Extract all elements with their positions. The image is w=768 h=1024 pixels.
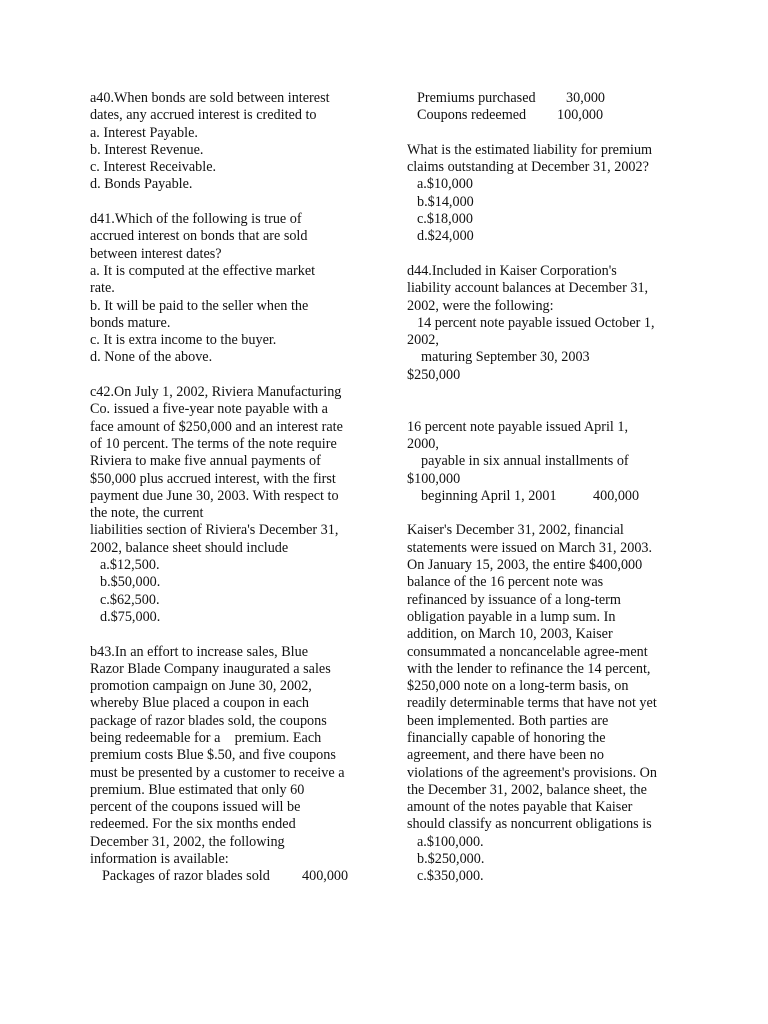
q43-table-row-coupons xyxy=(407,107,697,124)
q43-coupons-value: 100,000 xyxy=(557,107,604,124)
q44-body-11: readily determinable terms that have not yet xyxy=(407,695,657,712)
q41-stem-1: d41.Which of the following is true of xyxy=(90,211,302,228)
q43-stem-4: whereby Blue placed a coupon in each xyxy=(90,695,310,712)
q43-table-row-packages xyxy=(90,868,380,885)
q42-option-a: a.$12,500. xyxy=(100,557,160,574)
q43-stem-1: b43.In an effort to increase sales, Blue xyxy=(90,643,308,660)
q44-note2-beginning-value: 400,000 xyxy=(593,487,640,504)
q44-body-8: consummated a noncancelable agree-ment xyxy=(407,643,648,660)
q44-intro-3: 2002, were the following: xyxy=(407,297,554,314)
q41-option-c: c. It is extra income to the buyer. xyxy=(90,332,277,349)
q42-stem-8: the note, the current xyxy=(90,505,204,522)
q41-stem-3: between interest dates? xyxy=(90,245,222,262)
q43-stem-10: percent of the coupons issued will be xyxy=(90,799,301,816)
q43-packages-value: 400,000 xyxy=(302,868,349,885)
q44-note1-amount: $250,000 xyxy=(407,366,461,383)
q40-option-a: a. Interest Payable. xyxy=(90,124,198,141)
question-41 xyxy=(90,211,380,367)
q43-option-a: a.$10,000 xyxy=(417,176,473,193)
q44-body-16: the December 31, 2002, balance sheet, the xyxy=(407,781,647,798)
q43-premiums-label: Premiums purchased xyxy=(417,90,536,106)
q40-option-d: d. Bonds Payable. xyxy=(90,176,193,193)
q43-stem-7: premium costs Blue $.50, and five coupons xyxy=(90,747,336,764)
q42-option-d: d.$75,000. xyxy=(100,608,161,625)
q44-note2-line4: $100,000 xyxy=(407,470,461,487)
q43-coupons-label: Coupons redeemed xyxy=(417,107,527,124)
q44-note2-line2: 2000, xyxy=(407,435,439,452)
q43-stem-3: promotion campaign on June 30, 2002, xyxy=(90,678,312,695)
q44-note2-line1: 16 percent note payable issued April 1, xyxy=(407,418,629,435)
q42-option-c: c.$62,500. xyxy=(100,591,160,608)
q42-option-b: b.$50,000. xyxy=(100,574,161,591)
q44-body-13: financially capable of honoring the xyxy=(407,729,606,746)
q44-option-c: c.$350,000. xyxy=(417,868,484,885)
q42-stem-4: of 10 percent. The terms of the note require xyxy=(90,435,337,452)
q44-body-10: $250,000 note on a long-term basis, on xyxy=(407,678,629,695)
q43-option-d: d.$24,000 xyxy=(417,228,474,245)
q43-question-1: What is the estimated liability for premium xyxy=(407,141,653,158)
q44-body-12: been implemented. Both parties are xyxy=(407,712,609,729)
q41-option-d: d. None of the above. xyxy=(90,349,213,366)
q40-option-b: b. Interest Revenue. xyxy=(90,141,204,158)
q42-stem-9: liabilities section of Riviera's December 31, xyxy=(90,522,339,539)
q41-stem-2: accrued interest on bonds that are sold xyxy=(90,228,308,245)
q42-stem-10: 2002, balance sheet should include xyxy=(90,539,289,556)
q42-stem-2: Co. issued a five-year note payable with a xyxy=(90,401,328,418)
question-44 xyxy=(407,263,697,886)
q44-body-2: statements were issued on March 31, 2003. xyxy=(407,539,653,556)
q41-option-a-cont: rate. xyxy=(90,280,115,297)
q44-body-7: addition, on March 10, 2003, Kaiser xyxy=(407,626,613,643)
question-42 xyxy=(90,384,380,626)
q42-stem-1: c42.On July 1, 2002, Riviera Manufacturing xyxy=(90,384,342,401)
q43-premiums-value: 30,000 xyxy=(566,90,606,106)
q44-note2-line5 xyxy=(407,488,697,505)
q44-note1-line3: maturing September 30, 2003 xyxy=(421,349,590,366)
q43-stem-9: premium. Blue estimated that only 60 xyxy=(90,781,305,798)
q43-stem-8: must be presented by a customer to receive a xyxy=(90,764,345,781)
q44-note2-beginning-label: beginning April 1, 2001 xyxy=(421,487,557,504)
question-43 xyxy=(90,644,380,886)
q43-stem-6: being redeemable for a premium. Each xyxy=(90,729,322,746)
q43-option-c: c.$18,000 xyxy=(417,211,473,228)
q43-table-row-premiums xyxy=(407,90,697,107)
q41-option-b: b. It will be paid to the seller when the xyxy=(90,297,309,314)
question-43-continued xyxy=(407,90,697,246)
q43-packages-label: Packages of razor blades sold xyxy=(102,868,270,885)
q43-stem-2: Razor Blade Company inaugurated a sales xyxy=(90,660,331,677)
q44-body-14: agreement, and there have been no xyxy=(407,747,604,764)
q40-option-c: c. Interest Receivable. xyxy=(90,159,217,176)
right-column xyxy=(407,90,697,886)
q43-stem-5: package of razor blades sold, the coupons xyxy=(90,712,327,729)
q44-note1-line2: 2002, xyxy=(407,332,439,349)
question-40 xyxy=(90,90,380,194)
q43-option-b: b.$14,000 xyxy=(417,193,474,210)
q44-intro-1: d44.Included in Kaiser Corporation's xyxy=(407,262,617,279)
q44-body-18: should classify as noncurrent obligations is xyxy=(407,816,652,833)
q42-stem-5: Riviera to make five annual payments of xyxy=(90,453,321,470)
q42-stem-3: face amount of $250,000 and an interest rate xyxy=(90,418,343,435)
left-column xyxy=(90,90,380,886)
q44-option-b: b.$250,000. xyxy=(417,851,485,868)
q42-stem-7: payment due June 30, 2003. With respect to xyxy=(90,487,339,504)
q44-body-9: with the lender to refinance the 14 percent, xyxy=(407,660,651,677)
q44-body-5: refinanced by issuance of a long-term xyxy=(407,591,621,608)
q44-body-6: obligation payable in a lump sum. In xyxy=(407,608,616,625)
q43-stem-11: redeemed. For the six months ended xyxy=(90,816,296,833)
q43-stem-13: information is available: xyxy=(90,851,229,868)
q41-option-b-cont: bonds mature. xyxy=(90,314,171,331)
q43-stem-12: December 31, 2002, the following xyxy=(90,833,285,850)
q44-body-4: balance of the 16 percent note was xyxy=(407,574,604,591)
q44-body-17: amount of the notes payable that Kaiser xyxy=(407,799,633,816)
q44-body-15: violations of the agreement's provisions. On xyxy=(407,764,658,781)
q40-stem-2: dates, any accrued interest is credited to xyxy=(90,107,317,124)
q43-question-2: claims outstanding at December 31, 2002? xyxy=(407,159,649,176)
q44-note1-line1: 14 percent note payable issued October 1, xyxy=(417,314,655,331)
q41-option-a: a. It is computed at the effective market xyxy=(90,262,316,279)
q44-intro-2: liability account balances at December 31, xyxy=(407,280,649,297)
q40-stem-1: a40.When bonds are sold between interest xyxy=(90,90,330,106)
q44-body-3: On January 15, 2003, the entire $400,000 xyxy=(407,557,643,574)
q42-stem-6: $50,000 plus accrued interest, with the first xyxy=(90,470,336,487)
q44-note2-line3: payable in six annual installments of xyxy=(421,453,629,470)
q44-body-1: Kaiser's December 31, 2002, financial xyxy=(407,522,624,539)
q44-option-a: a.$100,000. xyxy=(417,833,484,850)
